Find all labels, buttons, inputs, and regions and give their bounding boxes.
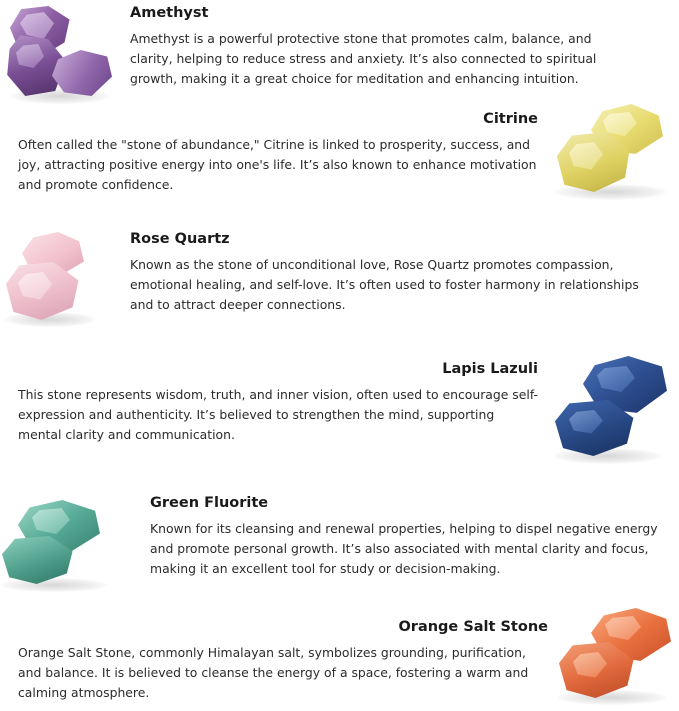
stone-chunk (6, 262, 80, 320)
rose-quartz-stone-image (0, 232, 104, 328)
green-fluorite-stone-image (0, 498, 122, 592)
entry-description-rose-quartz: Known as the stone of unconditional love, Rose Quartz promotes compassion, emotional healing, and self-love. It’s often used to foster harmony in relationships and to attract deeper connections. (130, 256, 639, 313)
stone-facet (569, 142, 603, 170)
entry-title-orange-salt-stone: Orange Salt Stone (398, 619, 548, 635)
entry-description-lapis-lazuli: This stone represents wisdom, truth, and inner vision, often used to encourage self-expression and authenticity. It’s believed to strengthen the mind, supporting mental clarity and communication. (18, 386, 538, 443)
amethyst-stone-image (6, 4, 118, 102)
stone-shadow (4, 312, 96, 327)
stone-facet (597, 366, 635, 392)
stone-chunk (22, 232, 84, 278)
stone-chunk (559, 642, 635, 698)
stone-facet (32, 508, 70, 534)
entry-orange-salt-stone (18, 620, 548, 703)
stone-chunk (555, 400, 635, 456)
stone-facet (603, 112, 637, 136)
stone-facet (573, 652, 607, 678)
entry-amethyst (130, 6, 626, 89)
stone-shadow (553, 448, 661, 464)
entry-title-lapis-lazuli: Lapis Lazuli (442, 361, 538, 377)
entry-citrine (18, 112, 538, 195)
stone-chunk (6, 34, 66, 96)
entry-title-amethyst: Amethyst (130, 5, 209, 21)
stone-chunk (591, 104, 663, 156)
entry-description-citrine: Often called the "stone of abundance," Citrine is linked to prosperity, success, and joy, attracting positive energy into one's life. It’s also known to enhance motivation and promote confidence. (18, 136, 537, 193)
stone-chunk (10, 6, 72, 58)
entry-description-amethyst: Amethyst is a powerful protective stone that promotes calm, balance, and clarity, helping to reduce stress and anxiety. It’s also connected to spiritual growth, making it a great choice for meditation and enhancing intuition. (130, 30, 597, 87)
entry-green-fluorite (150, 496, 660, 579)
stone-facet (18, 272, 52, 300)
entry-rose-quartz (130, 232, 660, 315)
stone-facet (20, 12, 54, 40)
orange-salt-stone-image (551, 608, 675, 708)
entry-title-rose-quartz: Rose Quartz (130, 231, 230, 247)
stone-chunk (52, 50, 112, 96)
stone-chunk (591, 608, 671, 662)
stone-shadow (10, 88, 110, 104)
stone-chunk (583, 356, 667, 414)
stone-chunk (2, 536, 74, 584)
stone-facet (605, 616, 641, 640)
lapis-lazuli-stone-image (549, 356, 673, 466)
stone-facet (16, 44, 44, 68)
citrine-stone-image (547, 104, 675, 200)
entry-title-green-fluorite: Green Fluorite (150, 495, 269, 511)
stone-facet (569, 410, 603, 434)
entry-description-orange-salt-stone: Orange Salt Stone, commonly Himalayan salt, symbolizes grounding, purification, and balance. It is believed to cleanse the energy of a space, fostering a warm and calming atmosphere. (18, 644, 529, 701)
entry-description-green-fluorite: Known for its cleansing and renewal properties, helping to dispel negative energy and promote personal growth. It’s also associated with mental clarity and focus, making it an excellent tool for study or decision-making. (150, 520, 658, 577)
stone-chunk (18, 500, 100, 554)
entry-lapis-lazuli (18, 362, 538, 445)
stone-shadow (555, 184, 667, 200)
stone-chunk (557, 132, 631, 192)
stone-shadow (0, 578, 108, 592)
entry-title-citrine: Citrine (483, 111, 538, 127)
stone-shadow (557, 690, 667, 705)
